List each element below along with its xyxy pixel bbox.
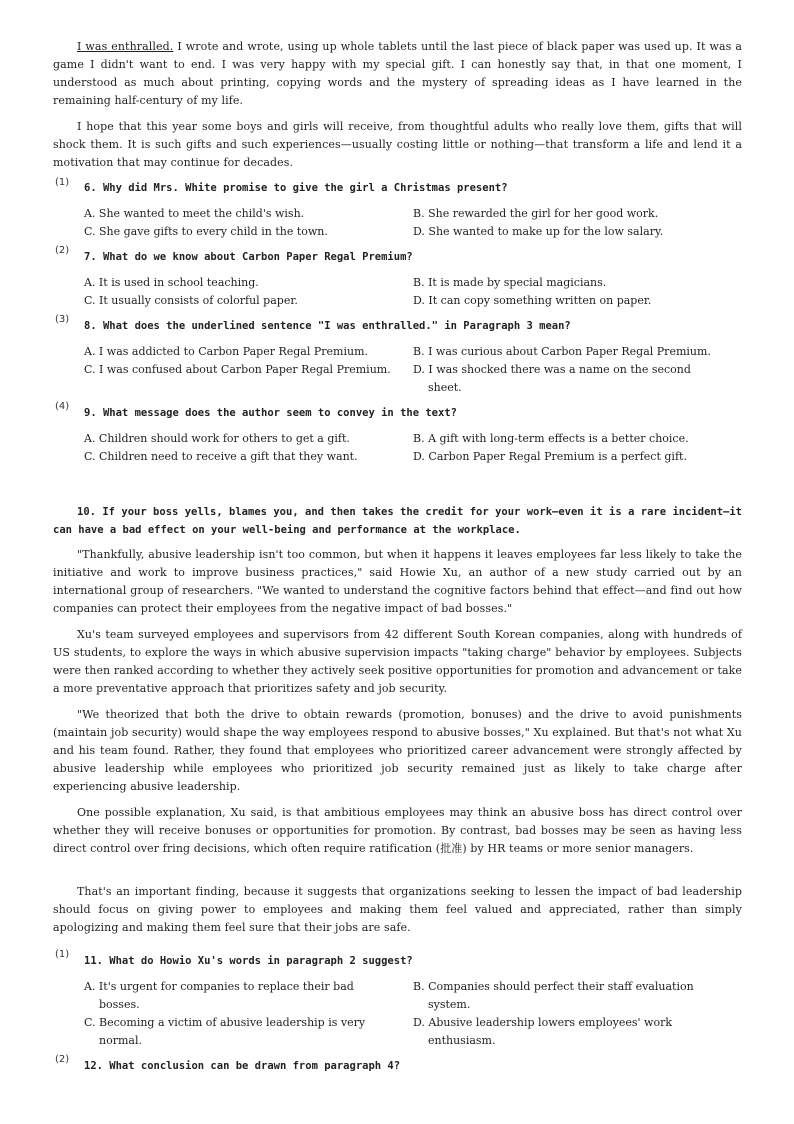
option-d-line1: D. I was shocked there was a name on the second bbox=[413, 363, 691, 376]
option-d bbox=[413, 361, 723, 397]
option-c: C. Children need to receive a gift that they want. bbox=[84, 450, 358, 463]
paragraph-1: "Thankfully, abusive leadership isn't too common, but when it happens it leaves employees far less likely to take the initiative and work to improve business practices," said Howie Xu, an author of a new study carried out by an international group of researchers. "We wanted to understand the cognitive factors behind that effect—and find out how companies can protect their employees from the negative impact of bad bosses." bbox=[53, 548, 742, 615]
question-number: (1) bbox=[55, 949, 70, 960]
option-c: C. She gave gifts to every child in the town. bbox=[84, 225, 328, 238]
question-number: (2) bbox=[55, 1054, 70, 1065]
option-d bbox=[413, 1014, 723, 1050]
option-b: B. A gift with long-term effects is a better choice. bbox=[413, 432, 689, 445]
question-number: (4) bbox=[55, 401, 70, 412]
question-stem: 8. What does the underlined sentence "I was enthralled." in Paragraph 3 mean? bbox=[84, 320, 571, 332]
question-stem: 9. What message does the author seem to convey in the text? bbox=[84, 407, 457, 419]
paragraph-enthralled bbox=[53, 38, 742, 110]
option-c: C. It usually consists of colorful paper. bbox=[84, 294, 298, 307]
option-c-line2: normal. bbox=[99, 1034, 142, 1047]
question-number: (2) bbox=[55, 245, 70, 256]
underlined-sentence: I was enthralled. bbox=[77, 40, 174, 53]
question-stem: 7. What do we know about Carbon Paper Regal Premium? bbox=[84, 251, 413, 263]
option-c-line1: C. Becoming a victim of abusive leadership is very bbox=[84, 1016, 366, 1029]
passage-heading: 10. If your boss yells, blames you, and then takes the credit for your work—even it is a rare incident—it can have a bad effect on your well-being and performance at the workplace. bbox=[53, 506, 742, 536]
question-stem: 12. What conclusion can be drawn from paragraph 4? bbox=[84, 1060, 401, 1072]
option-a-line2: bosses. bbox=[99, 998, 140, 1011]
option-a-line1: A. It's urgent for companies to replace their bad bbox=[84, 980, 354, 993]
question-number: (1) bbox=[55, 177, 70, 188]
option-b: B. I was curious about Carbon Paper Regal Premium. bbox=[413, 345, 711, 358]
option-b-line1: B. Companies should perfect their staff evaluation bbox=[413, 980, 694, 993]
option-a: A. She wanted to meet the child's wish. bbox=[84, 207, 305, 220]
paragraph-2: Xu's team surveyed employees and supervisors from 42 different South Korean companies, along with hundreds of US students, to explore the ways in which abusive supervision impacts "taking charge" behavior by employees. Subjects were then ranked according to whether they actively seek positive opportunities for promotion and advancement or take a more preventative approach that prioritizes safety and job security. bbox=[53, 628, 742, 695]
option-c: C. I was confused about Carbon Paper Regal Premium. bbox=[84, 363, 391, 376]
option-a: A. It is used in school teaching. bbox=[84, 276, 259, 289]
option-d-line2: sheet. bbox=[428, 381, 462, 394]
question-number: (3) bbox=[55, 314, 70, 325]
option-d: D. It can copy something written on paper. bbox=[413, 294, 652, 307]
option-b bbox=[413, 978, 723, 1014]
option-d: D. She wanted to make up for the low salary. bbox=[413, 225, 664, 238]
paragraph-3: "We theorized that both the drive to obtain rewards (promotion, bonuses) and the drive to avoid punishments (maintain job security) would shape the way employees respond to abusive bosses," Xu explained. But that's not what Xu and his team found. Rather, they found that employees who prioritized career advancement were strongly affected by abusive leadership while employees who prioritized job security remained just as likely to take charge after experiencing abusive leadership. bbox=[53, 708, 742, 793]
option-c bbox=[84, 1014, 394, 1050]
option-d-line2: enthusiasm. bbox=[428, 1034, 496, 1047]
question-stem: 11. What do Howio Xu's words in paragraph 2 suggest? bbox=[84, 955, 413, 967]
question-stem: 6. Why did Mrs. White promise to give the girl a Christmas present? bbox=[84, 182, 508, 194]
option-b: B. She rewarded the girl for her good work. bbox=[413, 207, 659, 220]
option-a: A. I was addicted to Carbon Paper Regal Premium. bbox=[84, 345, 369, 358]
option-d-line1: D. Abusive leadership lowers employees' work bbox=[413, 1016, 673, 1029]
paragraph-hope: I hope that this year some boys and girls will receive, from thoughtful adults who really love them, gifts that will shock them. It is such gifts and such experiences—usually costing little or nothing—that transform a life and lend it a motivation that may continue for decades. bbox=[53, 120, 742, 169]
option-d: D. Carbon Paper Regal Premium is a perfect gift. bbox=[413, 450, 687, 463]
option-b: B. It is made by special magicians. bbox=[413, 276, 607, 289]
option-b-line2: system. bbox=[428, 998, 471, 1011]
paragraph-text: I wrote and wrote, using up whole tablets until the last piece of black paper was used up. It was a game I didn't want to end. I was very happy with my special gift. I can honestly say that, in that one moment, I understood as much about printing, copying words and the mystery of spreading ideas as I have learned in the remaining half-century of my life. bbox=[53, 40, 742, 107]
option-a: A. Children should work for others to get a gift. bbox=[84, 432, 350, 445]
paragraph-5: That's an important finding, because it suggests that organizations seeking to lessen the impact of bad leadership should focus on giving power to employees and making them feel valued and appreciated, rather than simply apologizing and making them feel sure that their jobs are safe. bbox=[53, 885, 742, 934]
paragraph-4: One possible explanation, Xu said, is that ambitious employees may think an abusive boss has direct control over whether they will receive bonuses or opportunities for promotion. By contrast, bad bosses may be seen as having less direct control over fring decisions, which often require ratification (批准) by HR teams or more senior managers. bbox=[53, 806, 742, 855]
option-a bbox=[84, 978, 394, 1014]
